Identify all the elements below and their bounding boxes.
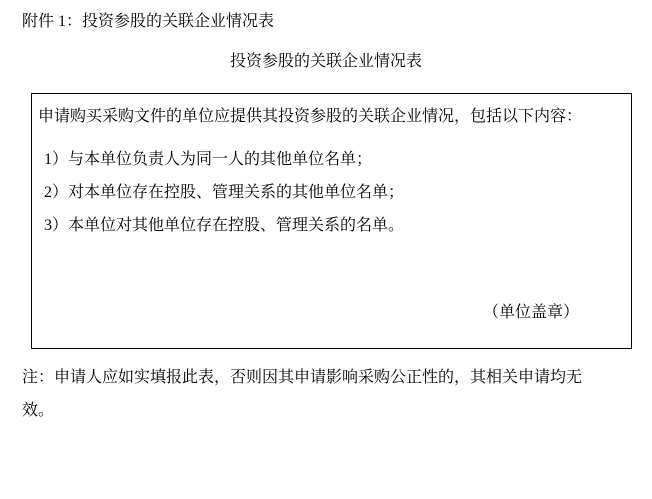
box-list-item-1: 1）与本单位负责人为同一人的其他单位名单； (44, 151, 373, 168)
unit-stamp-placeholder: （单位盖章） (482, 304, 579, 321)
attachment-label: 附件 1：投资参股的关联企业情况表 (22, 13, 275, 30)
box-intro-text: 申请购买采购文件的单位应提供其投资参股的关联企业情况，包括以下内容： (38, 108, 583, 125)
footer-note-line-2: 效。 (22, 402, 55, 419)
box-list-item-3: 3）本单位对其他单位存在控股、管理关系的名单。 (44, 217, 405, 234)
box-list-item-2: 2）对本单位存在控股、管理关系的其他单位名单； (44, 184, 405, 201)
page-title: 投资参股的关联企业情况表 (229, 53, 422, 70)
footer-note-line-1: 注：申请人应如实填报此表，否则因其申请影响采购公正性的，其相关申请均无 (22, 369, 583, 386)
content-box (31, 93, 632, 349)
